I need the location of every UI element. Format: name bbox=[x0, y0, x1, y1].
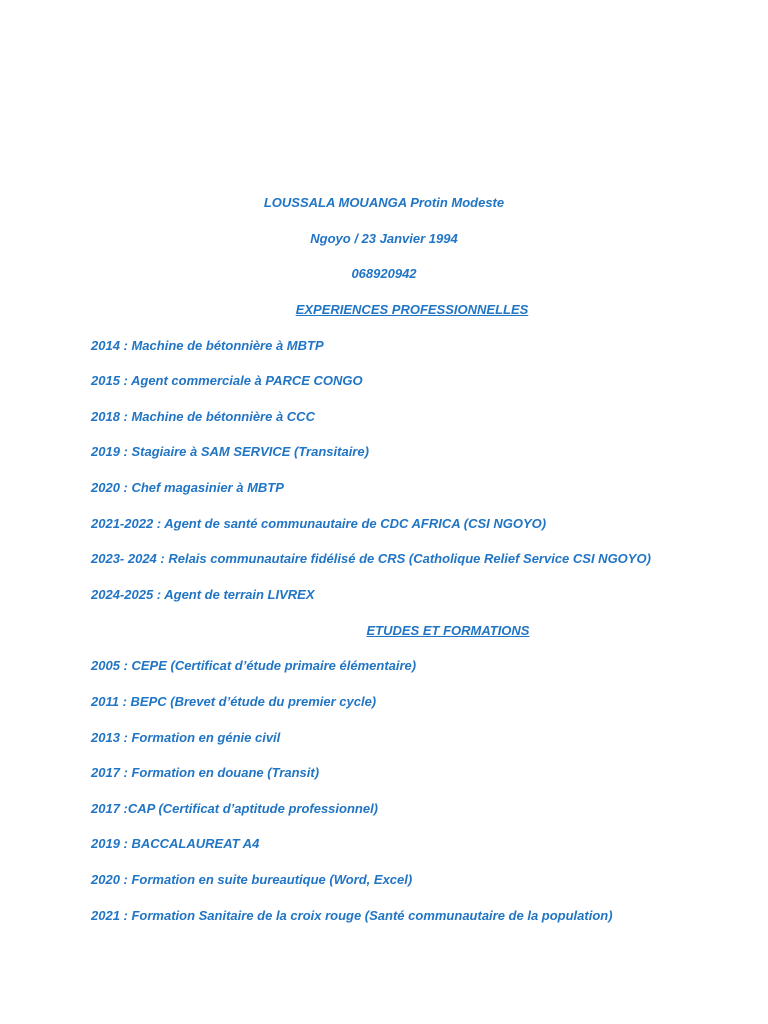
experience-item: 2018 : Machine de bétonnière à CCC bbox=[91, 409, 315, 424]
education-item: 2020 : Formation en suite bureautique (Word, Excel) bbox=[91, 872, 413, 887]
experience-item: 2015 : Agent commerciale à PARCE CONGO bbox=[91, 373, 363, 388]
education-item: 2005 : CEPE (Certificat d’étude primaire élémentaire) bbox=[91, 658, 417, 673]
experience-item: 2014 : Machine de bétonnière à MBTP bbox=[91, 338, 324, 353]
phone-number: 068920942 bbox=[351, 266, 417, 281]
education-item: 2011 : BEPC (Brevet d’étude du premier cycle) bbox=[91, 694, 377, 709]
experience-item: 2023- 2024 : Relais communautaire fidélisé de CRS (Catholique Relief Service CSI NGOYO) bbox=[91, 551, 651, 566]
education-item: 2017 : Formation en douane (Transit) bbox=[91, 765, 320, 780]
birth-info: Ngoyo / 23 Janvier 1994 bbox=[310, 231, 458, 246]
experience-item: 2024-2025 : Agent de terrain LIVREX bbox=[91, 587, 315, 602]
education-heading: ETUDES ET FORMATIONS bbox=[366, 623, 530, 638]
education-item: 2017 :CAP (Certificat d’aptitude professionnel) bbox=[91, 801, 379, 816]
education-item: 2021 : Formation Sanitaire de la croix rouge (Santé communautaire de la population) bbox=[91, 908, 613, 923]
experience-item: 2021-2022 : Agent de santé communautaire de CDC AFRICA (CSI NGOYO) bbox=[91, 516, 547, 531]
experience-item: 2019 : Stagiaire à SAM SERVICE (Transitaire) bbox=[91, 444, 369, 459]
experience-item: 2020 : Chef magasinier à MBTP bbox=[91, 480, 284, 495]
person-name: LOUSSALA MOUANGA Protin Modeste bbox=[263, 195, 505, 210]
experiences-heading: EXPERIENCES PROFESSIONNELLES bbox=[295, 302, 529, 317]
education-item: 2013 : Formation en génie civil bbox=[91, 730, 281, 745]
education-item: 2019 : BACCALAUREAT A4 bbox=[91, 836, 260, 851]
